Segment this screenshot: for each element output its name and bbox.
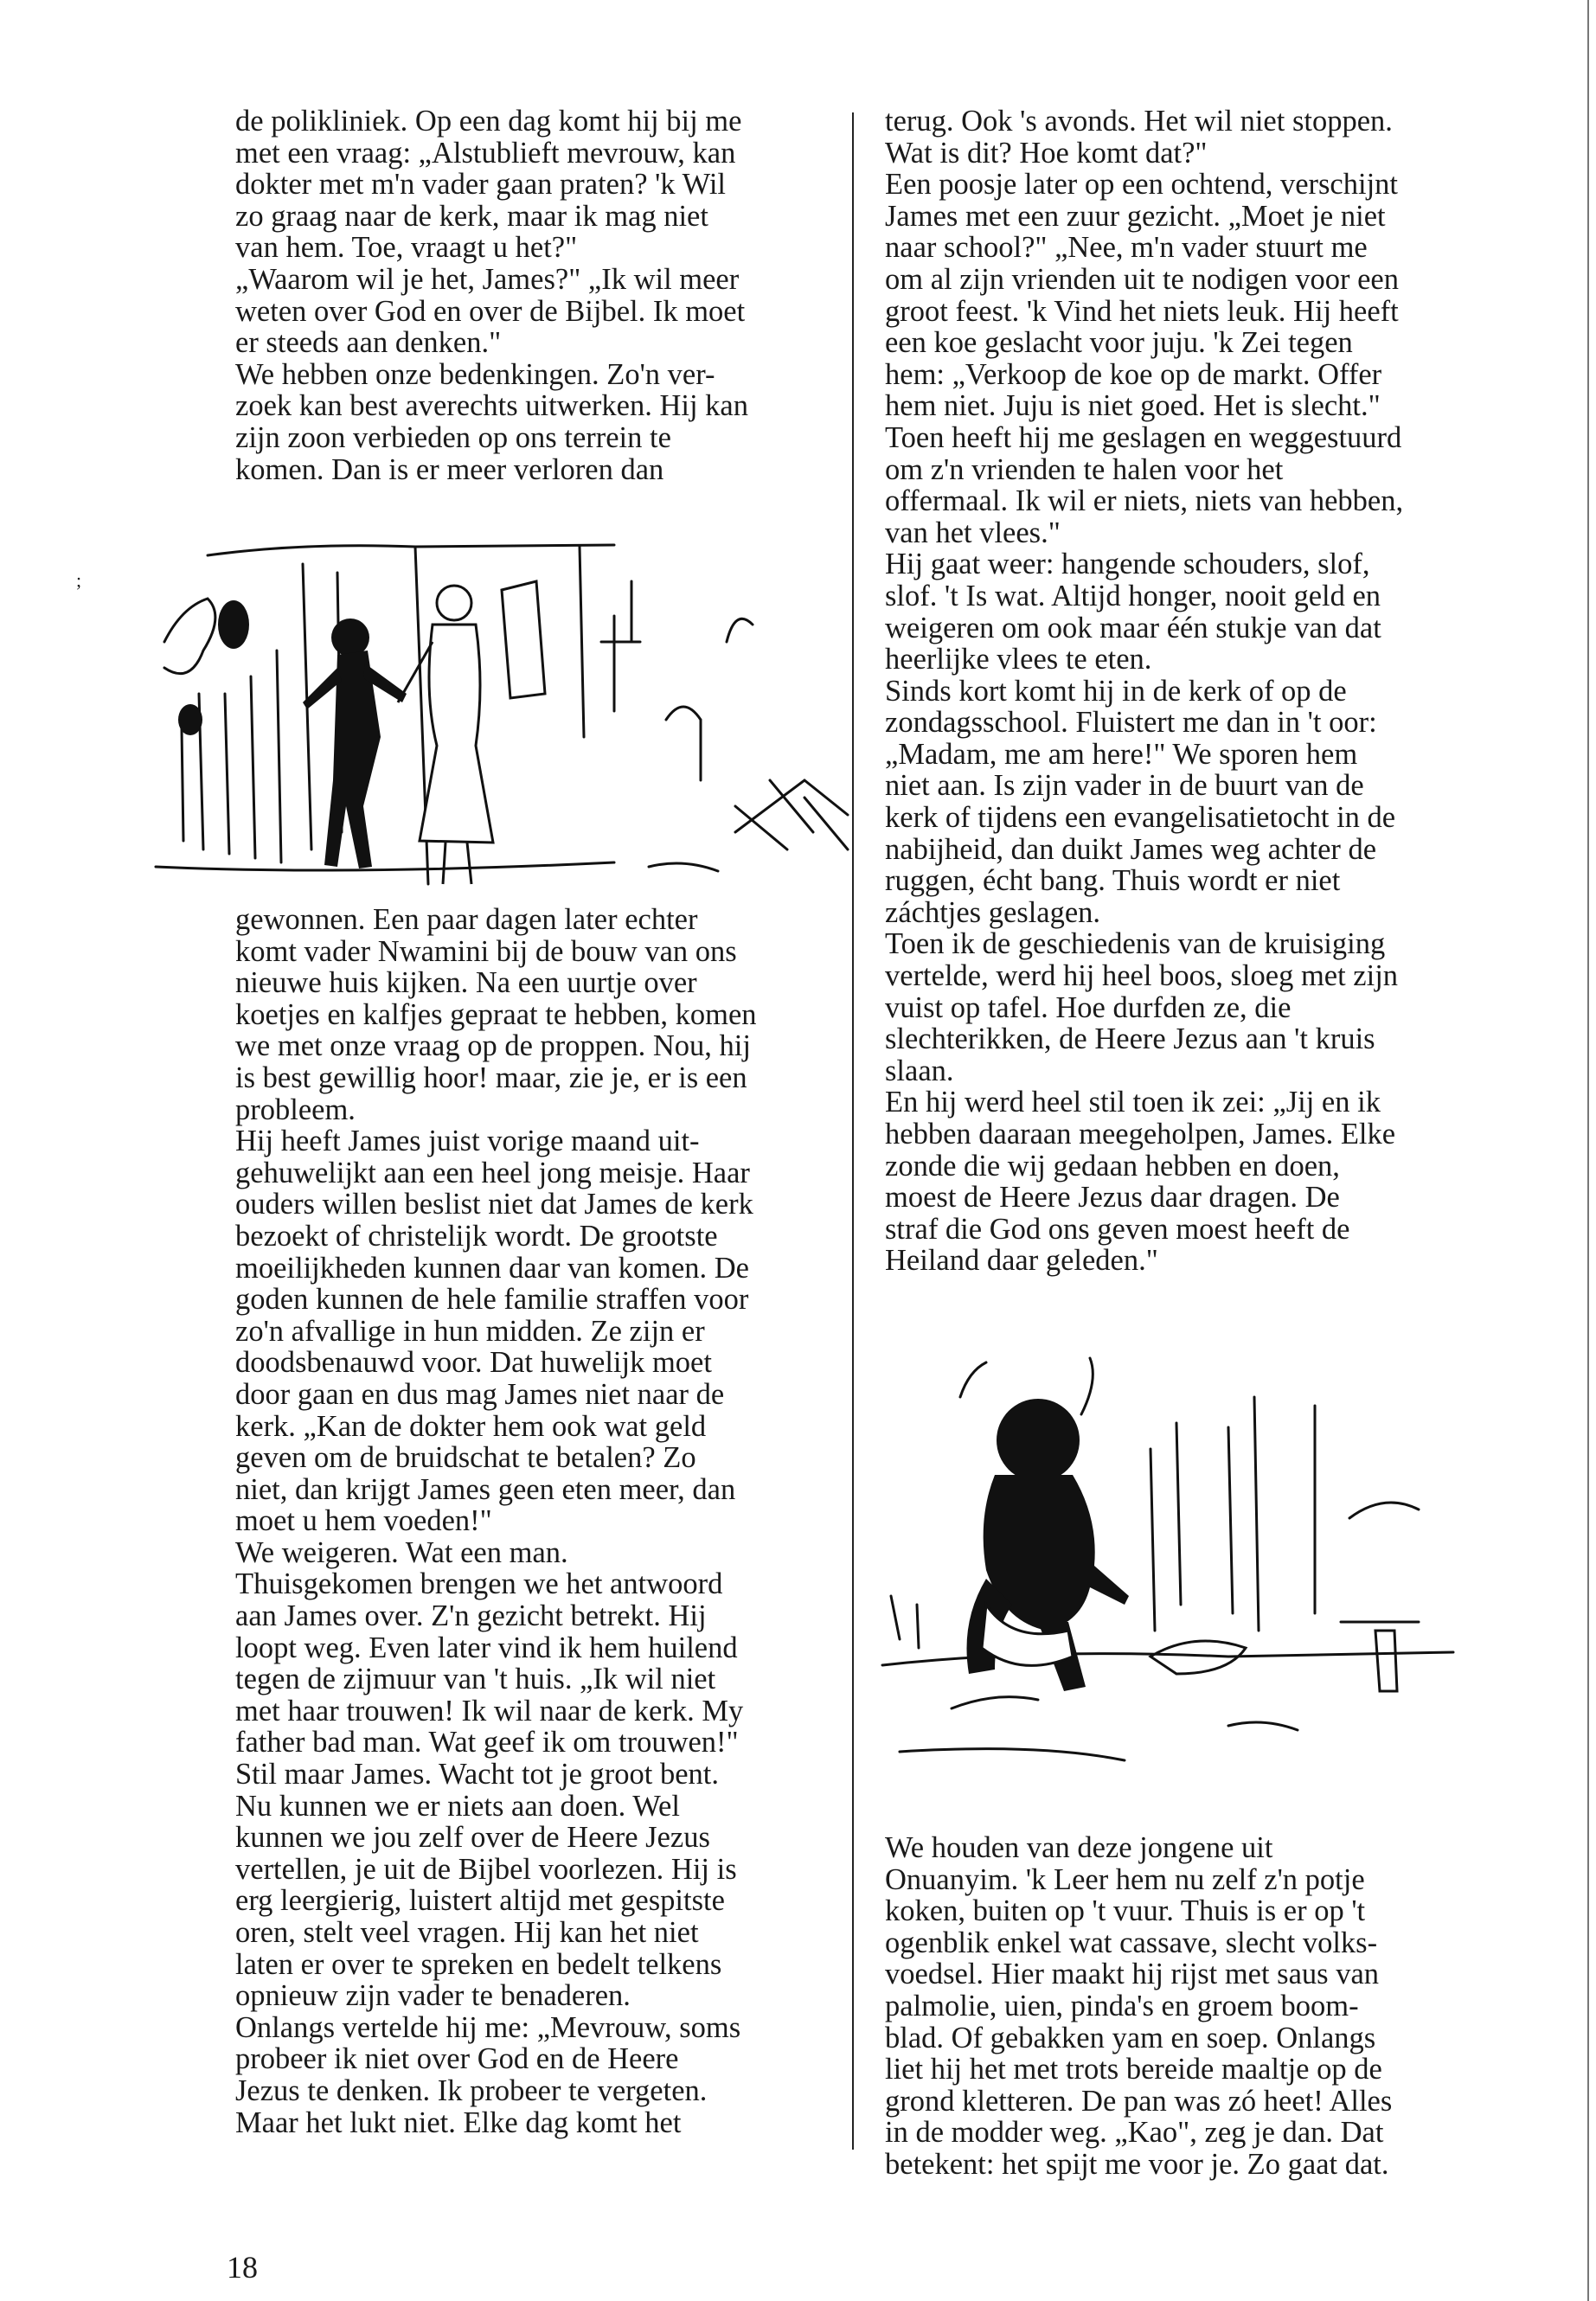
text-line: kerk of tijdens een evangelisatietocht in de (885, 801, 1396, 835)
left-column-top-text (235, 106, 862, 485)
illustration-boy-crouching-cooking (865, 1345, 1471, 1817)
text-line: grond kletteren. De pan was zó heet! Alles (885, 2084, 1393, 2118)
text-line: in de modder weg. „Kao", zeg je dan. Dat (885, 2116, 1384, 2150)
text-line: komt vader Nwamini bij de bouw van ons (235, 934, 737, 968)
text-line: hebben daaraan meegeholpen, James. Elke (885, 1118, 1396, 1150)
text-line: dokter met m'n vader gaan praten? 'k Wil (235, 168, 726, 202)
text-line: niet, dan krijgt James geen eten meer, dan (235, 1472, 736, 1506)
text-line: loopt weg. Even later vind ik hem huilend (235, 1631, 738, 1664)
text-line: aan James over. Z'n gezicht betrekt. Hij (235, 1599, 707, 1633)
text-line: voedsel. Hier maakt hij rijst met saus van (885, 1958, 1380, 1991)
right-column-top-text (885, 106, 1482, 1277)
text-line: Wat is dit? Hoe komt dat?" (885, 136, 1208, 170)
right-column-bottom-text (885, 1832, 1482, 2181)
text-line: slaan. (885, 1054, 954, 1087)
text-line: liet hij het met trots bereide maaltje op de (885, 2053, 1382, 2086)
text-line: terug. Ook 's avonds. Het wil niet stoppen. (885, 105, 1393, 138)
text-line: nieuwe huis kijken. Na een uurtje over (235, 966, 697, 1000)
text-line: Toen heeft hij me geslagen en weggestuurd (885, 420, 1402, 454)
text-line: probeer ik niet over God en de Heere (235, 2042, 679, 2076)
text-line: straf die God ons geven moest heeft de (885, 1212, 1350, 1246)
text-line: weigeren om ook maar één stukje van dat (885, 611, 1381, 644)
text-line: Toen ik de geschiedenis van de kruisiging (885, 927, 1386, 961)
text-line: zoek kan best averechts uitwerken. Hij kan (235, 389, 748, 423)
text-line: Een poosje later op een ochtend, verschijnt (885, 168, 1399, 202)
text-line: ruggen, écht bang. Thuis wordt er niet (885, 864, 1341, 898)
text-line: de polikliniek. Op een dag komt hij bij me (235, 105, 742, 138)
text-line: zondagsschool. Fluistert me dan in 't oor: (885, 706, 1377, 740)
text-line: gewonnen. Een paar dagen later echter (235, 903, 698, 936)
text-line: koken, buiten op 't vuur. Thuis is er op 't (885, 1894, 1366, 1928)
text-line: slof. 't Is wat. Altijd honger, nooit geld en (885, 579, 1381, 612)
text-line: geven om de bruidschat te betalen? Zo (235, 1441, 696, 1475)
text-line: probleem. (235, 1093, 356, 1126)
text-line: zo graag naar de kerk, maar ik mag niet (235, 199, 708, 233)
text-line: moet u hem voeden!" (235, 1504, 492, 1538)
text-line: koetjes en kalfjes gepraat te hebben, komen (235, 997, 757, 1031)
text-line: er steeds aan denken." (235, 326, 502, 360)
text-line: kerk. „Kan de dokter hem ook wat geld (235, 1409, 707, 1443)
page-number: 18 (227, 2250, 258, 2285)
text-line: van hem. Toe, vraagt u het?" (235, 231, 578, 265)
text-line: We houden van deze jongene uit (885, 1831, 1273, 1864)
text-line: James met een zuur gezicht. „Moet je niet (885, 199, 1386, 233)
text-line: groot feest. 'k Vind het niets leuk. Hij heeft (885, 294, 1399, 328)
text-line: weten over God en over de Bijbel. Ik moet (235, 294, 746, 328)
text-line: hem niet. Juju is niet goed. Het is slecht." (885, 389, 1381, 423)
text-line: We weigeren. Wat een man. (235, 1535, 568, 1569)
left-column-bottom-text (235, 904, 862, 2138)
text-line: Hij heeft James juist vorige maand uit- (235, 1125, 700, 1158)
column-divider (852, 112, 854, 2150)
text-line: doodsbenauwd voor. Dat huwelijk moet (235, 1346, 712, 1380)
text-line: blad. Of gebakken yam en soep. Onlangs (885, 2021, 1376, 2054)
text-line: vertellen, je uit de Bijbel voorlezen. Hij is (235, 1852, 737, 1886)
text-line: zijn zoon verbieden op ons terrein te (235, 420, 671, 454)
text-line: Nu kunnen we er niets aan doen. Wel (235, 1789, 680, 1823)
text-line: We hebben onze bedenkingen. Zo'n ver- (235, 357, 715, 391)
text-line: nabijheid, dan duikt James weg achter de (885, 832, 1377, 866)
text-line: „Madam, me am here!" We sporen hem (885, 737, 1358, 771)
text-line: Sinds kort komt hij in de kerk of op de (885, 674, 1347, 708)
text-line: Thuisgekomen brengen we het antwoord (235, 1567, 723, 1601)
text-line: father bad man. Wat geef ik om trouwen!" (235, 1726, 739, 1759)
text-line: Hij gaat weer: hangende schouders, slof, (885, 548, 1370, 581)
text-line: kunnen we jou zelf over de Heere Jezus (235, 1821, 710, 1855)
text-line: tegen de zijmuur van 't huis. „Ik wil niet (235, 1663, 716, 1696)
text-line: om al zijn vrienden uit te nodigen voor een (885, 262, 1399, 296)
text-line: zo'n afvallige in hun midden. Ze zijn er (235, 1314, 705, 1348)
text-line: is best gewillig hoor! maar, zie je, er is een (235, 1061, 747, 1094)
text-line: met haar trouwen! Ik wil naar de kerk. My (235, 1694, 744, 1727)
text-line: bezoekt of christelijk wordt. De grootste (235, 1219, 718, 1253)
text-line: goden kunnen de hele familie straffen voor (235, 1283, 749, 1317)
text-line: naar school?" „Nee, m'n vader stuurt me (885, 231, 1368, 265)
text-line: door gaan en dus mag James niet naar de (235, 1377, 725, 1411)
text-line: opnieuw zijn vader te benaderen. (235, 1979, 631, 2013)
text-line: met een vraag: „Alstublieft mevrouw, kan (235, 136, 736, 170)
text-line: oren, stelt veel vragen. Hij kan het niet (235, 1916, 699, 1949)
margin-mark: ; (76, 569, 82, 591)
text-line: vertelde, werd hij heel boos, sloeg met zijn (885, 959, 1399, 993)
page-edge-rule (1587, 0, 1589, 2301)
text-line: Onuanyim. 'k Leer hem nu zelf z'n potje (885, 1862, 1365, 1896)
text-line: van het vlees." (885, 516, 1061, 549)
text-line: niet aan. Is zijn vader in de buurt van de (885, 769, 1364, 803)
text-line: komen. Dan is er meer verloren dan (235, 452, 664, 486)
text-line: offermaal. Ik wil er niets, niets van hebben, (885, 484, 1404, 518)
text-line: palmolie, uien, pinda's en groem boom- (885, 1989, 1359, 2022)
text-line: Heiland daar geleden." (885, 1244, 1158, 1278)
text-line: Jezus te denken. Ik probeer te vergeten. (235, 2073, 708, 2107)
text-line: En hij werd heel stil toen ik zei: „Jij en ik (885, 1086, 1381, 1119)
text-line: Maar het lukt niet. Elke dag komt het (235, 2106, 682, 2139)
text-line: moest de Heere Jezus daar dragen. De (885, 1181, 1340, 1215)
text-line: ogenblik enkel wat cassave, slecht volks- (885, 1926, 1378, 1959)
text-line: záchtjes geslagen. (885, 895, 1101, 929)
text-line: slechterikken, de Heere Jezus aan 't kruis (885, 1022, 1375, 1056)
text-line: moeilijkheden kunnen daar van komen. De (235, 1251, 749, 1285)
text-line: we met onze vraag op de proppen. Nou, hij (235, 1029, 751, 1063)
text-line: hem: „Verkoop de koe op de markt. Offer (885, 357, 1382, 391)
text-line: heerlijke vlees te eten. (885, 643, 1152, 676)
text-line: „Waarom wil je het, James?" „Ik wil meer (235, 262, 740, 296)
text-line: laten er over te spreken en bedelt telkens (235, 1947, 722, 1981)
text-line: ouders willen beslist niet dat James de kerk (235, 1188, 753, 1221)
text-line: vuist op tafel. Hoe durfden ze, die (885, 990, 1292, 1024)
text-line: erg leergierig, luistert altijd met gespitste (235, 1884, 725, 1918)
text-line: gehuwelijkt aan een heel jong meisje. Haar (235, 1156, 750, 1189)
text-line: een koe geslacht voor juju. 'k Zei tegen (885, 326, 1353, 360)
text-line: Onlangs vertelde hij me: „Mevrouw, soms (235, 2010, 741, 2044)
text-line: zonde die wij gedaan hebben en doen, (885, 1149, 1340, 1183)
text-line: Stil maar James. Wacht tot je groot bent. (235, 1758, 720, 1791)
text-line: om z'n vrienden te halen voor het (885, 452, 1284, 486)
text-line: betekent: het spijt me voor je. Zo gaat dat. (885, 2147, 1389, 2181)
illustration-boy-and-woman-at-house (130, 521, 855, 893)
